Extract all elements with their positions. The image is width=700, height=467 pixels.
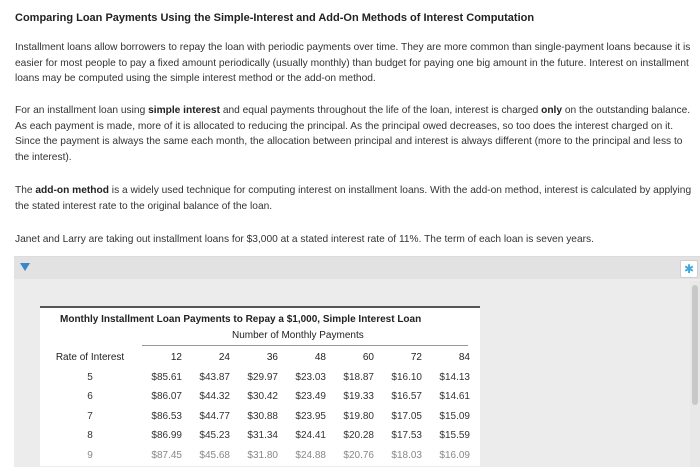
scrollbar[interactable] — [690, 281, 700, 467]
table-cell: $14.61 — [439, 391, 470, 403]
loan-payment-table — [46, 348, 470, 465]
column-header: 36 — [266, 352, 278, 364]
table-row — [46, 368, 470, 388]
rate-cell: 5 — [87, 371, 93, 383]
column-header: 60 — [362, 352, 374, 364]
paragraph-scenario: Janet and Larry are taking out installment loans for $3,000 at a stated interest rate of 11%. The term of each loan is seven years. — [15, 234, 594, 245]
table-title: Monthly Installment Loan Payments to Repay a $1,000, Simple Interest Loan — [60, 314, 422, 325]
column-header: 12 — [170, 352, 182, 364]
bold-term: add-on method — [35, 185, 109, 196]
paragraph-text: on the outstanding balance. As each payment is made, more of it is allocated to reducing the principal. As the principal owed decreases, so too does the interest charged on it. Since the payment is always the same each month, the allocation between principal and interest is always different (more to the principal and less to the interest). — [15, 105, 691, 163]
table-cell: $44.77 — [199, 410, 230, 422]
paragraph-add-on-method — [15, 183, 697, 214]
table-cell: $23.49 — [295, 391, 326, 403]
page-title: Comparing Loan Payments Using the Simple-Interest and Add-On Methods of Interest Computation — [15, 12, 535, 24]
table-row — [46, 446, 470, 466]
table-cell: $24.41 — [295, 430, 326, 442]
column-header: 84 — [458, 352, 470, 364]
table-cell: $45.68 — [199, 449, 230, 461]
table-row — [46, 407, 470, 427]
table-cell: $30.42 — [247, 391, 278, 403]
table-cell: $15.09 — [439, 410, 470, 422]
table-cell: $19.80 — [343, 410, 374, 422]
table-cell: $17.05 — [391, 410, 422, 422]
table-cell: $45.23 — [199, 430, 230, 442]
table-cell: $16.57 — [391, 391, 422, 403]
table-row — [46, 426, 470, 446]
table-cell: $87.45 — [151, 449, 182, 461]
table-cell: $31.80 — [247, 449, 278, 461]
scroll-thumb[interactable] — [692, 285, 698, 405]
paragraph-text: is a widely used technique for computing interest on installment loans. With the add-on method, interest is calculated by applying the stated interest rate to the original balance of the loan. — [15, 185, 692, 212]
table-cell: $18.87 — [343, 371, 374, 383]
table-subheader: Number of Monthly Payments — [232, 330, 364, 341]
column-header-rate: Rate of Interest — [55, 352, 125, 364]
bold-term: simple interest — [148, 105, 220, 116]
table-cell: $85.61 — [151, 371, 182, 383]
column-header: 72 — [410, 352, 422, 364]
table-cell: $14.13 — [439, 371, 470, 383]
table-cell: $23.95 — [295, 410, 326, 422]
table-cell: $31.34 — [247, 430, 278, 442]
table-cell: $86.99 — [151, 430, 182, 442]
loan-payment-table-card — [40, 306, 480, 466]
paragraph-installment-loans: Installment loans allow borrowers to repay the loan with periodic payments over time. They are more common than single-payment loans because it is easier for most people to pay a fixed amount periodically (usually monthly) than budget for paying one big amount in the future. Interest on installment loans may be computed using the simple interest method or the add-on method. — [15, 42, 691, 84]
table-cell: $43.87 — [199, 371, 230, 383]
table-cell: $19.33 — [343, 391, 374, 403]
table-cell: $30.88 — [247, 410, 278, 422]
paragraph-text: and equal payments throughout the life of the loan, interest is charged — [219, 105, 542, 116]
table-cell: $18.03 — [391, 449, 422, 461]
pin-icon[interactable]: ✱ — [680, 260, 698, 278]
table-cell: $15.59 — [439, 430, 470, 442]
table-cell: $16.09 — [439, 449, 470, 461]
column-header: 48 — [314, 352, 326, 364]
panel-header — [14, 257, 700, 279]
rate-cell: 7 — [87, 410, 93, 422]
table-cell: $16.10 — [391, 371, 422, 383]
divider — [142, 345, 468, 346]
paragraph-text: The — [15, 185, 36, 196]
table-row — [46, 387, 470, 407]
table-cell: $20.28 — [343, 430, 374, 442]
table-cell: $86.53 — [151, 410, 182, 422]
table-cell: $17.53 — [391, 430, 422, 442]
rate-cell: 8 — [87, 430, 93, 442]
paragraph-text: For an installment loan using — [15, 105, 149, 116]
table-cell: $24.88 — [295, 449, 326, 461]
table-cell: $44.32 — [199, 391, 230, 403]
column-header: 24 — [218, 352, 230, 364]
rate-cell: 6 — [87, 391, 93, 403]
table-header-row — [46, 348, 470, 368]
triangle-down-icon[interactable] — [20, 263, 30, 271]
table-cell: $20.76 — [343, 449, 374, 461]
divider — [40, 306, 480, 308]
rate-cell: 9 — [87, 449, 93, 461]
table-cell: $29.97 — [247, 371, 278, 383]
paragraph-simple-interest — [15, 103, 697, 165]
table-cell: $86.07 — [151, 391, 182, 403]
bold-term: only — [541, 105, 563, 116]
table-cell: $23.03 — [295, 371, 326, 383]
